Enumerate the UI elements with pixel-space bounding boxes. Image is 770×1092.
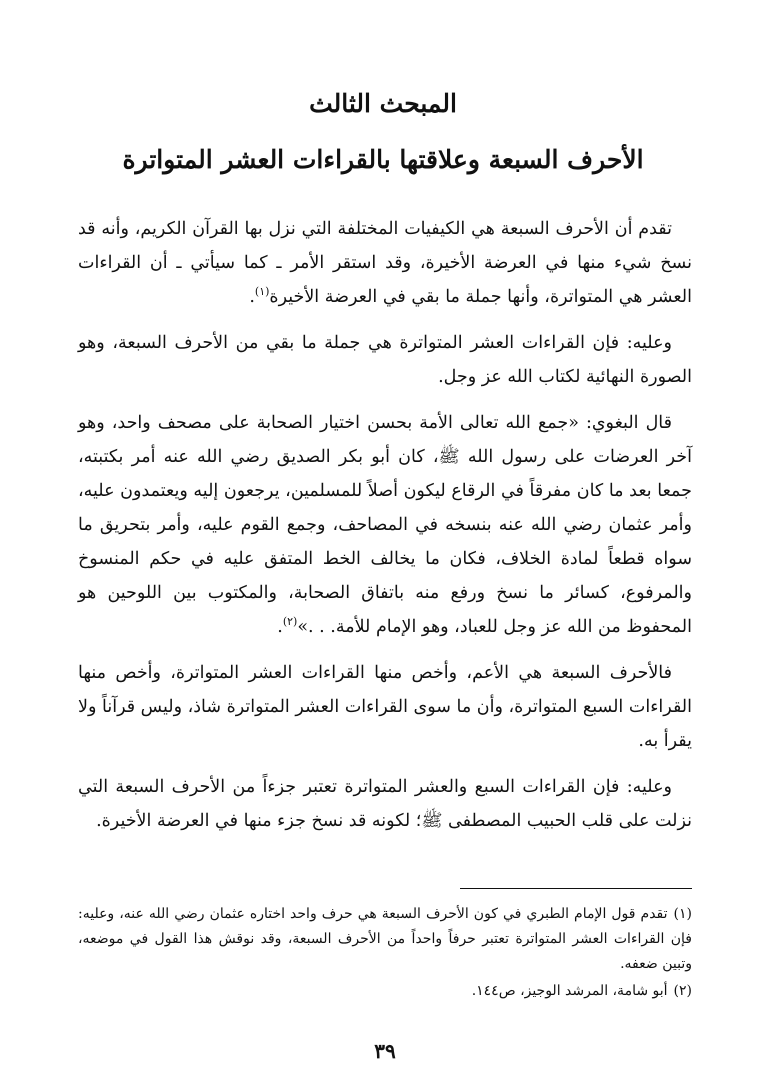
paragraph-text: تقدم أن الأحرف السبعة هي الكيفيات المختلفة التي نزل بها القرآن الكريم، وأنه قد نسخ شيء منها في العرضة الأخيرة، وقد استقر الأمر ـ كما سيأتي ـ أن القراءات العشر هي المتواترة، وأنها جملة ما بقي في العرضة الأخيرة	[78, 219, 692, 307]
paragraph-text: قال البغوي: «جمع الله تعالى الأمة بحسن اختيار الصحابة على مصحف واحد، وهو آخر العرضات على رسول الله ﷺ، كان أبو بكر الصديق رضي الله عنه أمر بكتبته، جمعا بعد ما كان مفرقاً في الرقاع ليكون أصلاً للمسلمين، يرجعون إليه ويعتمدون عليه، وأمر عثمان رضي الله عنه بنسخه في المصاحف، وجمع القوم عليه، وأمر بتحريق ما سواه قطعاً لمادة الخلاف، فكان ما يخالف الخط المتفق عليه في حكم المنسوخ والمرفوع، كسائر ما نسخ ورفع منه باتفاق الصحابة، والمكتوب بين اللوحين هو المحفوظ من الله عز وجل للعباد، وهو الإمام للأمة. . .»	[78, 413, 692, 637]
paragraph-hierarchy	[78, 656, 692, 758]
page-number: ٣٩	[374, 1039, 396, 1063]
footnote-2	[78, 979, 692, 1004]
footnote-number: (٢)	[673, 983, 692, 999]
section-title: الأحرف السبعة وعلاقتها بالقراءات العشر المتواترة	[122, 145, 644, 174]
section-heading: المبحث الثالث	[309, 89, 457, 118]
footnote-divider	[460, 888, 692, 889]
paragraph-final	[78, 770, 692, 838]
paragraph-conclusion	[78, 326, 692, 394]
paragraph-intro	[78, 212, 692, 314]
paragraph-end: .	[249, 287, 255, 307]
paragraph-text: وعليه: فإن القراءات العشر المتواترة هي جملة ما بقي من الأحرف السبعة، وهو الصورة النهائية لكتاب الله عز وجل.	[78, 333, 692, 387]
body-text	[78, 212, 692, 850]
footnotes	[78, 902, 692, 1006]
footnote-1	[78, 902, 692, 977]
footnote-number: (١)	[673, 906, 692, 922]
footnote-text: أبو شامة، المرشد الوجيز، ص١٤٤.	[471, 983, 668, 999]
paragraph-text: فالأحرف السبعة هي الأعم، وأخص منها القراءات العشر المتواترة، وأخص منها القراءات السبع المتواترة، وأن ما سوى القراءات العشر المتواترة شاذ، وليس قرآناً ولا يقرأ به.	[78, 663, 692, 751]
paragraph-baghawi-quote	[78, 406, 692, 644]
paragraph-text: وعليه: فإن القراءات السبع والعشر المتواترة تعتبر جزءاً من الأحرف السبعة التي نزلت على قلب الحبيب المصطفى ﷺ؛ لكونه قد نسخ جزء منها في العرضة الأخيرة.	[78, 777, 692, 831]
footnote-text: تقدم قول الإمام الطبري في كون الأحرف السبعة هي حرف واحد اختاره عثمان رضي الله عنه، وعليه: فإن القراءات العشر المتواترة تعتبر حرفاً واحداً من الأحرف السبعة، وقد نوقش هذا القول في موضعه، وتبين ضعفه.	[78, 906, 692, 972]
footnote-ref-1[interactable]: (١)	[254, 285, 270, 299]
footnote-ref-2[interactable]: (٢)	[282, 615, 298, 629]
paragraph-end: .	[277, 617, 283, 637]
